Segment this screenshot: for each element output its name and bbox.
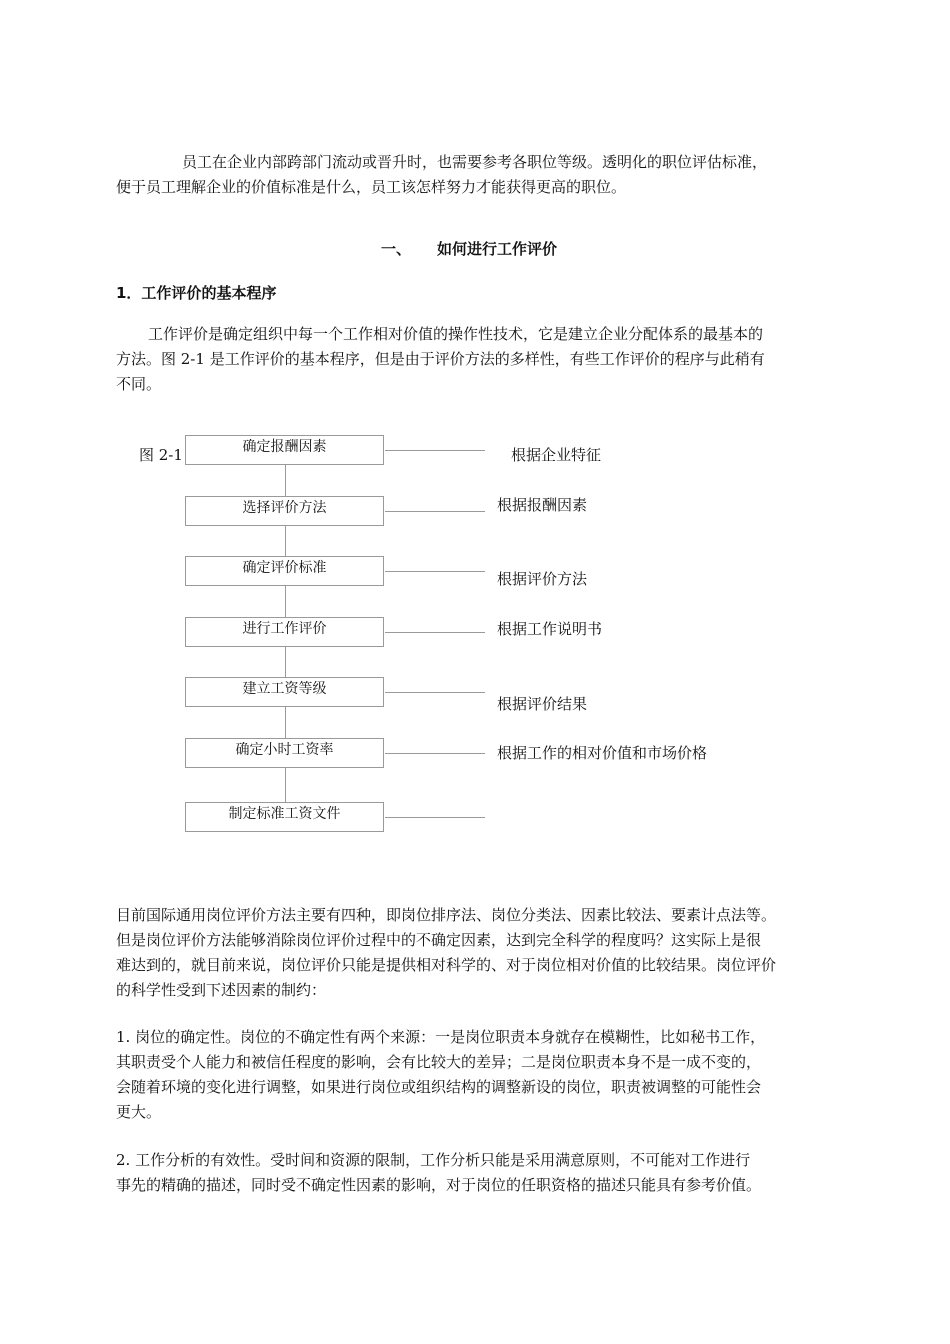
side-line [385,692,485,693]
intro-line-2: 便于员工理解企业的价值标准是什么，员工该怎样努力才能获得更高的职位。 [116,178,627,196]
para1-line-1: 工作评价是确定组织中每一个工作相对价值的操作性技术，它是建立企业分配体系的最基本的 [148,325,764,343]
flow-step-1: 确定报酬因素 [185,435,384,465]
para2-line-3: 难达到的，就目前来说，岗位评价只能是提供相对科学的、对于岗位相对价值的比较结果。岗位评价 [116,956,777,974]
figure-label: 图 2-1 [139,446,183,464]
flow-note-3: 根据评价方法 [497,570,588,588]
connector-line [285,586,286,617]
item1-line-1: 1. 岗位的确定性。岗位的不确定性有两个来源：一是岗位职责本身就存在模糊性，比如秘书工作， [116,1028,766,1046]
subsection-title: 1．工作评价的基本程序 [116,284,277,302]
intro-line-1: 员工在企业内部跨部门流动或晋升时，也需要参考各职位等级。透明化的职位评估标准， [182,153,768,171]
flow-note-2: 根据报酬因素 [497,496,588,514]
flow-note-5: 根据评价结果 [497,695,588,713]
connector-line [285,526,286,556]
flow-step-3: 确定评价标准 [185,556,384,586]
item1-line-2: 其职责受个人能力和被信任程度的影响，会有比较大的差异；二是岗位职责本身不是一成不变的， [116,1053,762,1071]
side-line [385,632,485,633]
side-line [385,450,485,451]
connector-line [285,707,286,738]
para2-line-2: 但是岗位评价方法能够消除岗位评价过程中的不确定因素，达到完全科学的程度吗？这实际上是很 [116,931,762,949]
flow-step-2: 选择评价方法 [185,496,384,526]
para1-line-2: 方法。图 2-1 是工作评价的基本程序，但是由于评价方法的多样性，有些工作评价的程序与此稍有 [116,350,765,368]
item1-line-4: 更大。 [116,1103,162,1121]
para2-line-1: 目前国际通用岗位评价方法主要有四种，即岗位排序法、岗位分类法、因素比较法、要素计点法等。 [116,906,777,924]
side-line [385,817,485,818]
connector-line [285,768,286,802]
side-line [385,511,485,512]
flow-step-7: 制定标准工资文件 [185,802,384,832]
side-line [385,753,485,754]
flow-step-5: 建立工资等级 [185,677,384,707]
side-line [385,571,485,572]
connector-line [285,465,286,496]
para1-line-3: 不同。 [116,375,162,393]
flow-note-6: 根据工作的相对价值和市场价格 [497,744,708,762]
flow-step-4: 进行工作评价 [185,617,384,647]
para2-line-4: 的科学性受到下述因素的制约： [116,981,327,999]
flow-note-4: 根据工作说明书 [497,620,603,638]
flow-note-1: 根据企业特征 [511,446,602,464]
connector-line [285,647,286,677]
item2-line-2: 事先的精确的描述，同时受不确定性因素的影响，对于岗位的任职资格的描述只能具有参考价值。 [116,1176,762,1194]
item1-line-3: 会随着环境的变化进行调整，如果进行岗位或组织结构的调整新设的岗位，职责被调整的可能性会 [116,1078,762,1096]
section-number: 一、 [381,240,412,258]
section-title: 如何进行工作评价 [437,240,558,258]
item2-line-1: 2. 工作分析的有效性。受时间和资源的限制，工作分析只能是采用满意原则，不可能对工作进行 [116,1151,751,1169]
flow-step-6: 确定小时工资率 [185,738,384,768]
